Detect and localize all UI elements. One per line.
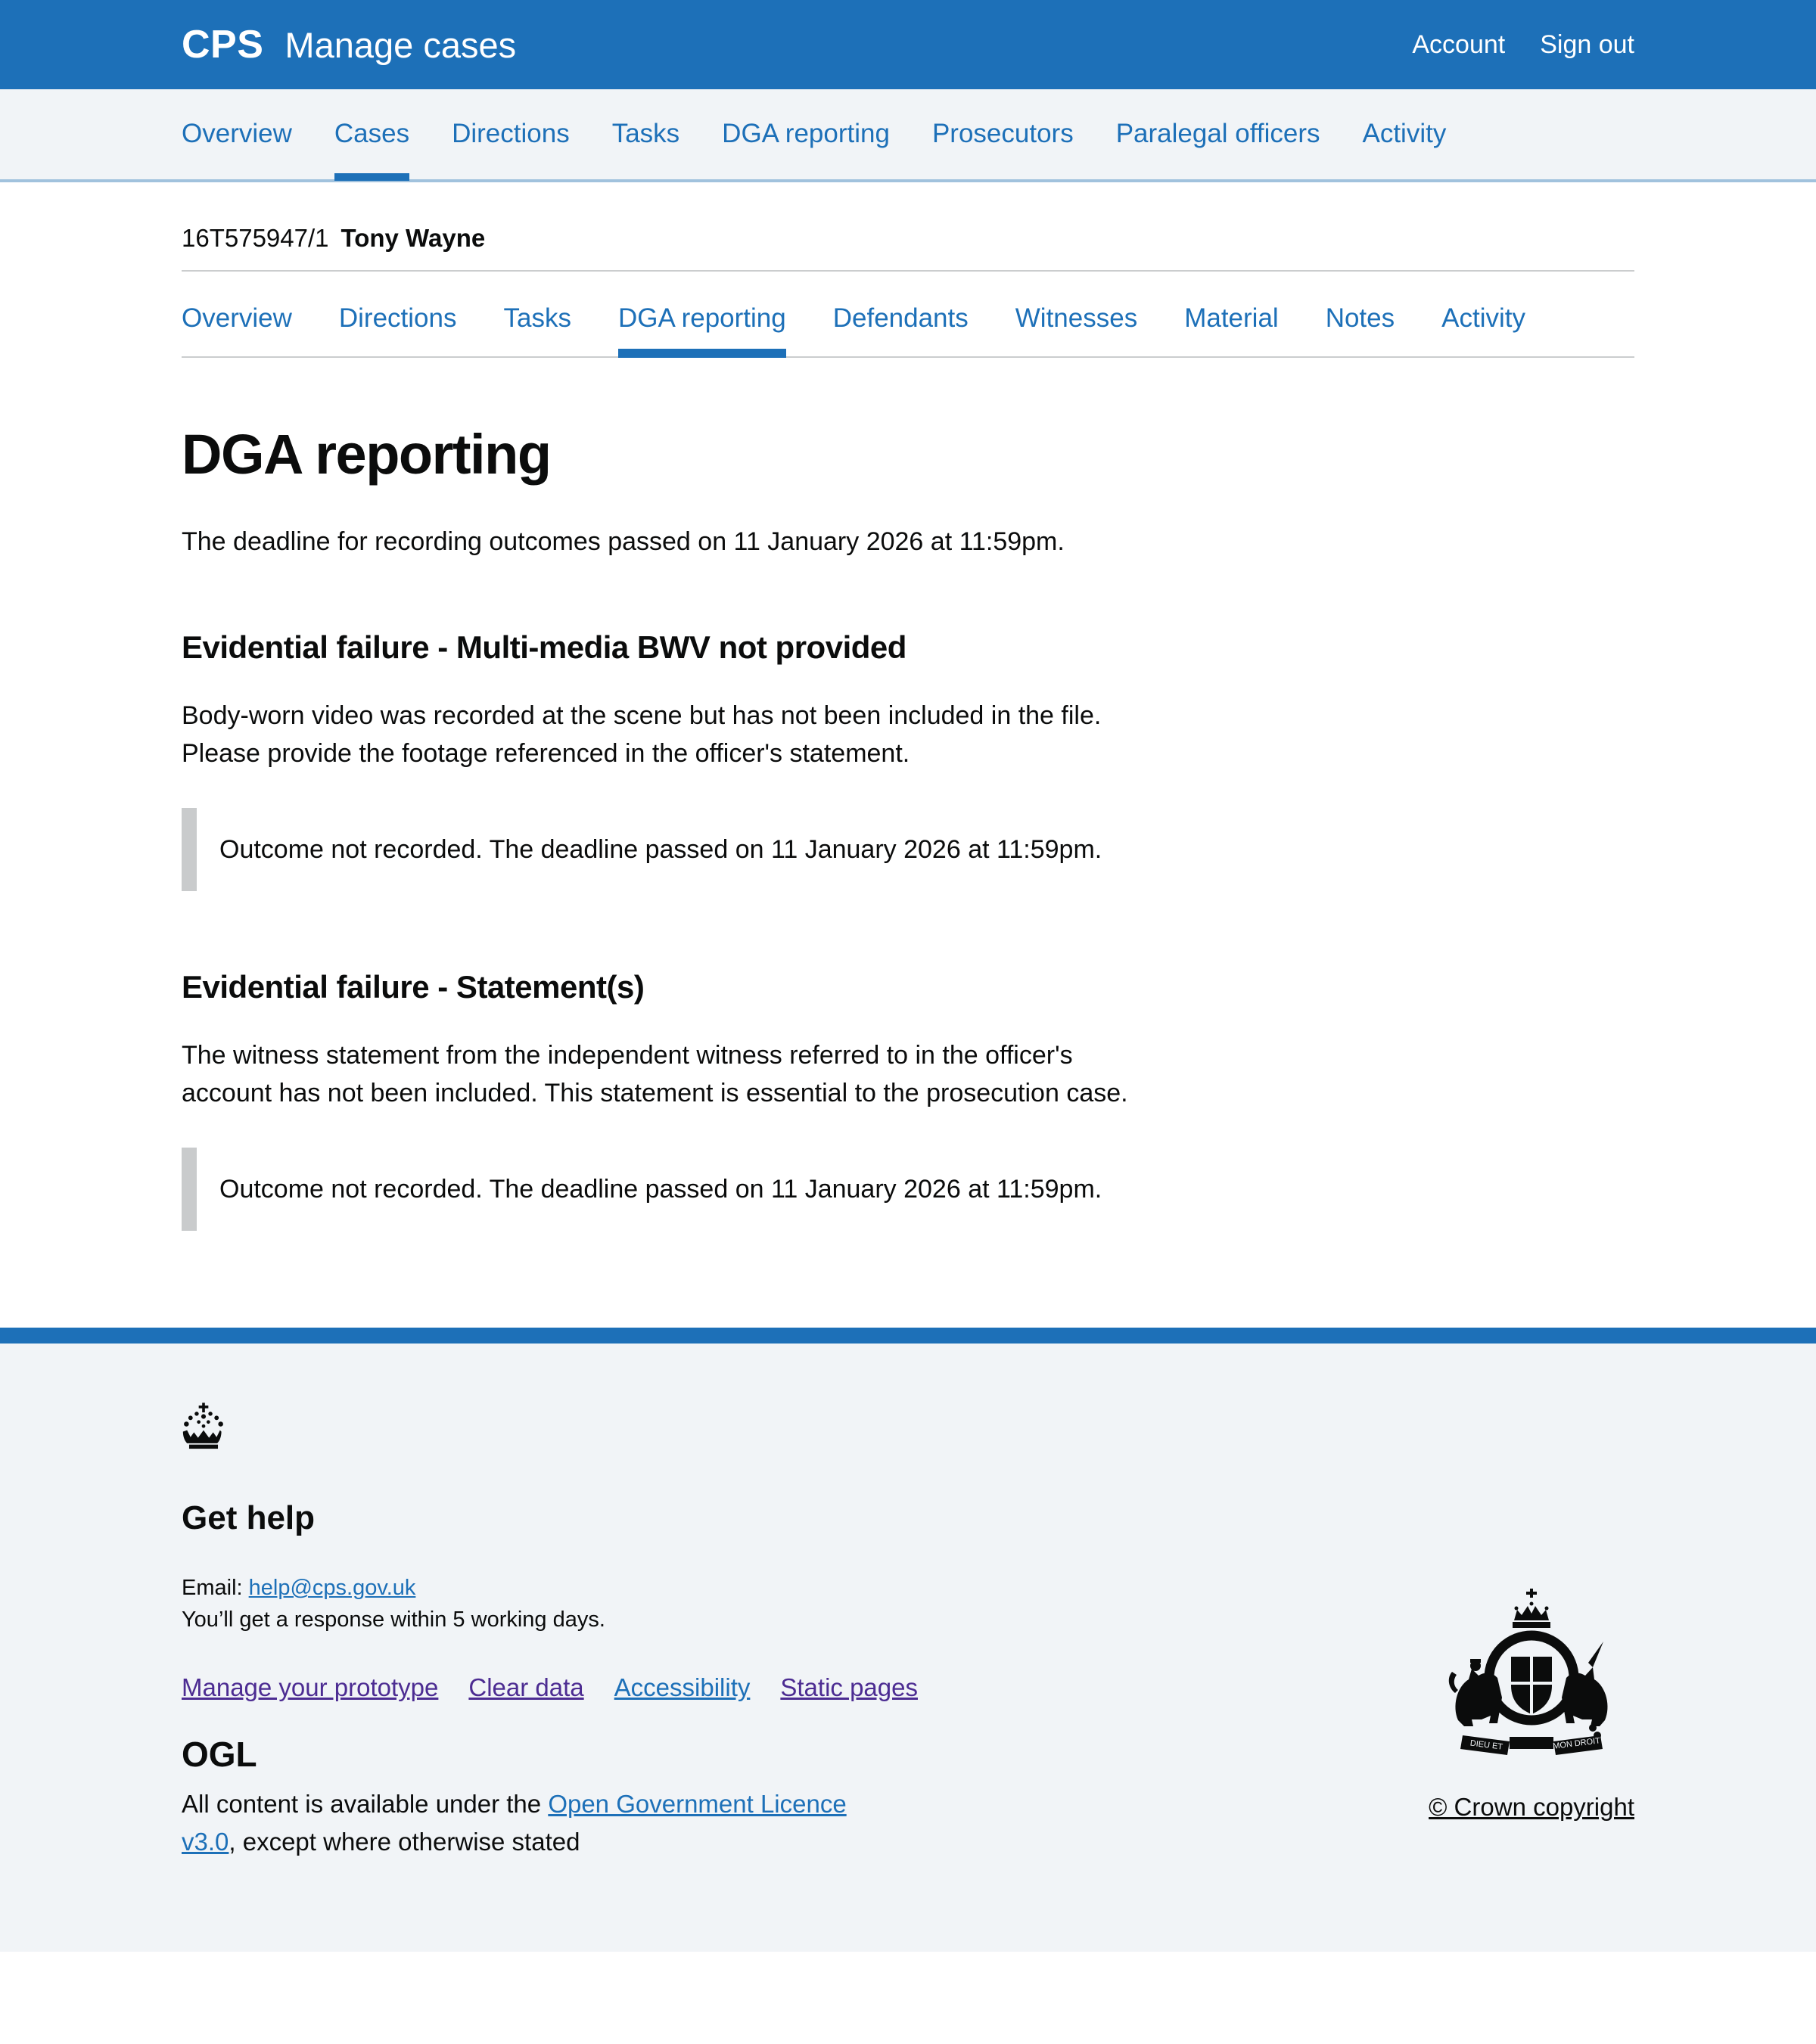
motto-left-text: DIEU ET (1469, 1738, 1503, 1752)
footer-link-clear-data[interactable]: Clear data (468, 1673, 584, 1701)
case-nav-activity[interactable]: Activity (1441, 303, 1525, 333)
case-reference: 16T575947/1 (182, 224, 329, 252)
primary-nav-prosecutors[interactable]: Prosecutors (931, 119, 1074, 148)
outcome-inset-statements: Outcome not recorded. The deadline passed on 11 January 2026 at 11:59pm. (182, 1148, 1150, 1231)
case-nav-notes[interactable]: Notes (1325, 303, 1395, 333)
primary-nav-cases[interactable]: Cases (334, 89, 409, 179)
ogl-logo: OGL (182, 1735, 257, 1774)
footer-get-help-heading: Get help (182, 1499, 316, 1536)
case-nav-dga-reporting[interactable]: DGA reporting (618, 303, 786, 356)
page-title: DGA reporting (182, 423, 551, 486)
footer-link-static-pages[interactable]: Static pages (780, 1673, 918, 1701)
footer-response-text: You’ll get a response within 5 working days. (182, 1608, 605, 1632)
sign-out-link[interactable]: Sign out (1540, 30, 1634, 59)
royal-coat-of-arms-icon (1444, 1587, 1619, 1776)
primary-nav-directions[interactable]: Directions (452, 119, 570, 148)
case-nav-defendants[interactable]: Defendants (832, 303, 969, 333)
case-header (182, 182, 1634, 253)
account-link[interactable]: Account (1412, 30, 1506, 59)
main-content (0, 182, 1816, 1328)
licence-text (182, 1785, 847, 1861)
motto-right-text: MON DROIT (1552, 1736, 1601, 1751)
section-heading-statements: Evidential failure - Statement(s) (182, 969, 645, 1005)
account-links (1412, 30, 1634, 60)
product-logo: CPS (182, 23, 264, 67)
licence-prefix: All content is available under the (182, 1790, 549, 1818)
case-nav-overview[interactable]: Overview (182, 303, 292, 333)
primary-nav-activity[interactable]: Activity (1362, 119, 1447, 148)
footer-email-line (182, 1572, 1634, 1604)
case-nav-directions[interactable]: Directions (338, 303, 457, 333)
case-nav-tasks[interactable]: Tasks (503, 303, 571, 333)
service-brand[interactable] (182, 22, 516, 67)
section-heading-bwv: Evidential failure - Multi-media BWV not provided (182, 629, 906, 665)
outcome-inset-bwv: Outcome not recorded. The deadline passed on 11 January 2026 at 11:59pm. (182, 808, 1150, 891)
crown-icon (182, 1403, 1634, 1452)
crown-copyright-link[interactable]: © Crown copyright (1429, 1793, 1634, 1821)
footer-links (182, 1673, 1634, 1702)
licence-suffix: , except where otherwise stated (229, 1828, 580, 1856)
defendant-name: Tony Wayne (340, 224, 486, 252)
case-nav-witnesses[interactable]: Witnesses (1015, 303, 1138, 333)
section-body-statements: The witness statement from the independent witness referred to in the officer's account has not been included. This statement is essential to the prosecution case. (182, 1041, 1128, 1107)
primary-nav-dga-reporting[interactable]: DGA reporting (722, 119, 890, 148)
deadline-intro-text: The deadline for recording outcomes passed on 11 January 2026 at 11:59pm. (182, 527, 1065, 556)
footer-link-manage-prototype[interactable]: Manage your prototype (182, 1673, 439, 1701)
primary-navigation (0, 89, 1816, 182)
ogl-licence-link[interactable]: Open Government Licence v3.0 (182, 1790, 847, 1856)
case-navigation (182, 272, 1634, 358)
case-nav-material[interactable]: Material (1184, 303, 1279, 333)
footer-link-accessibility[interactable]: Accessibility (614, 1673, 751, 1701)
primary-nav-overview[interactable]: Overview (182, 119, 292, 148)
primary-nav-tasks[interactable]: Tasks (611, 119, 680, 148)
help-email-link[interactable]: help@cps.gov.uk (248, 1576, 416, 1600)
crown-copyright-block (1429, 1587, 1634, 1822)
section-body-bwv: Body-worn video was recorded at the scene but has not been included in the file. Please provide the footage referenced in the officer's statement. (182, 701, 1102, 768)
email-label: Email: (182, 1576, 249, 1600)
primary-nav-paralegal-officers[interactable]: Paralegal officers (1115, 119, 1320, 148)
service-name: Manage cases (285, 25, 517, 65)
site-footer (0, 1328, 1816, 1952)
site-header (0, 0, 1816, 89)
